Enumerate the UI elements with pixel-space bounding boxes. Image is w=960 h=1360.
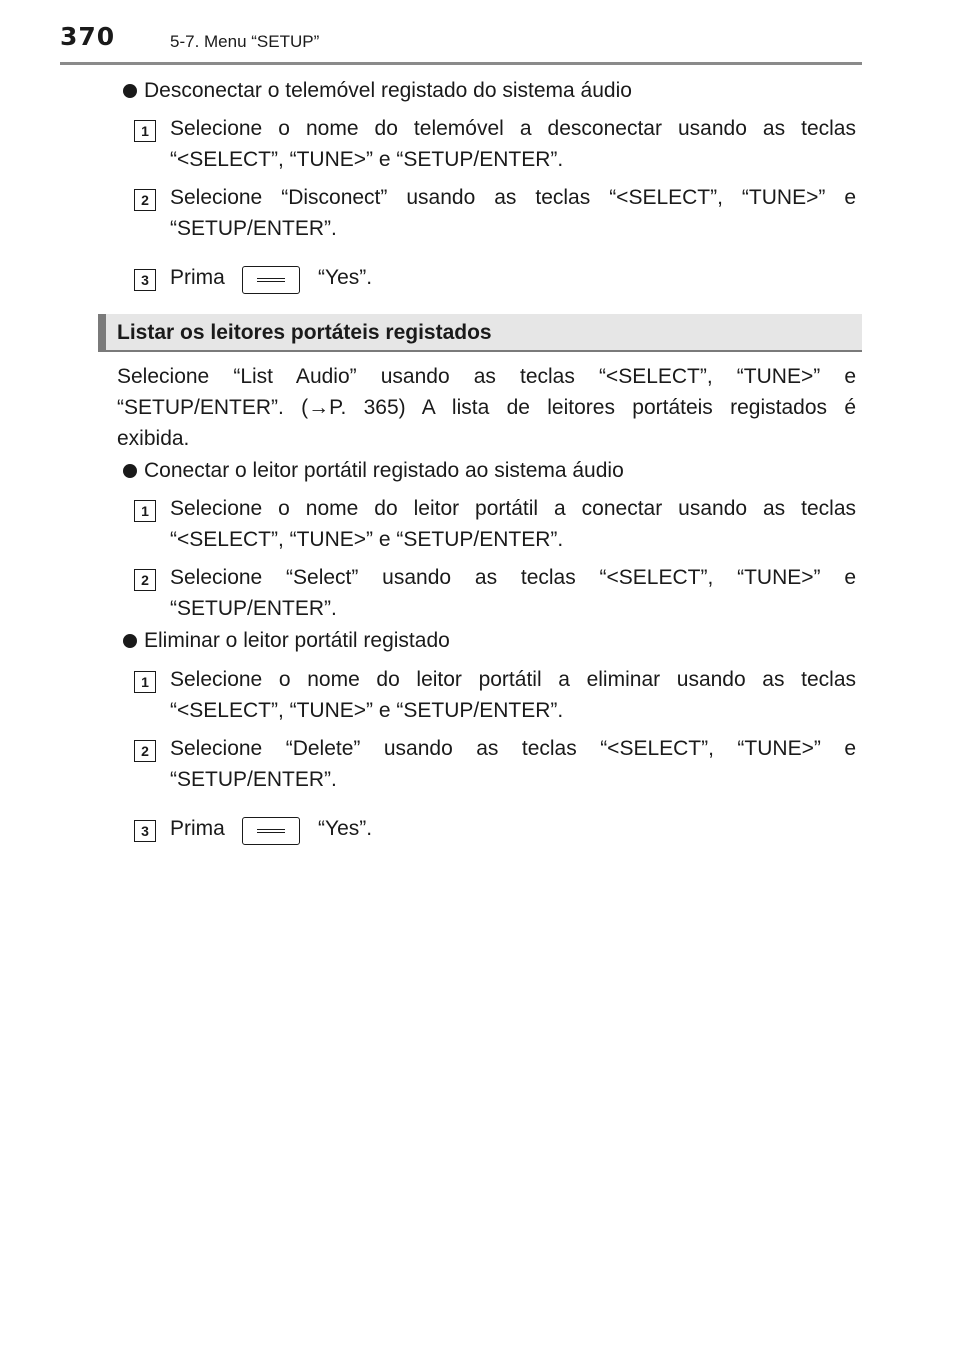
step-number-badge: 2 [134, 740, 156, 762]
back-button-icon [242, 817, 300, 845]
step-text: Selecione “Delete” usando as teclas “<SELECT”, “TUNE>” e [170, 737, 856, 760]
intro-text: Selecione “List Audio” usando as teclas “<SELECT”, “TUNE>” e [117, 365, 856, 388]
intro-text: exibida. [117, 427, 190, 450]
step-text: “SETUP/ENTER”. [170, 768, 337, 791]
step-text: Selecione “Select” usando as teclas “<SELECT”, “TUNE>” e [170, 566, 856, 589]
page-header [0, 0, 960, 64]
step-number-badge: 1 [134, 120, 156, 142]
step-text: “<SELECT”, “TUNE>” e “SETUP/ENTER”. [170, 148, 564, 171]
step-text: Selecione o nome do telemóvel a desconectar usando as teclas [170, 117, 856, 140]
bullet-heading: Eliminar o leitor portátil registado [144, 629, 450, 652]
bullet-heading: Desconectar o telemóvel registado do sistema áudio [144, 79, 632, 102]
step-number-badge: 1 [134, 500, 156, 522]
page-number: 370 [60, 22, 116, 51]
step-text: “SETUP/ENTER”. [170, 597, 337, 620]
section-heading: Listar os leitores portáteis registados [117, 321, 492, 344]
step-text: “Yes”. [318, 817, 373, 840]
step-text: Selecione “Disconect” usando as teclas “<SELECT”, “TUNE>” e [170, 186, 856, 209]
step-text: Selecione o nome do leitor portátil a eliminar usando as teclas [170, 668, 856, 691]
back-button-icon [242, 266, 300, 294]
section-title: 5-7. Menu “SETUP” [170, 32, 320, 51]
step-text: “Yes”. [318, 266, 373, 289]
step-text: “<SELECT”, “TUNE>” e “SETUP/ENTER”. [170, 699, 564, 722]
header-divider [60, 62, 862, 65]
step-number-badge: 3 [134, 269, 156, 291]
step-number-badge: 2 [134, 569, 156, 591]
bullet-icon [123, 464, 137, 478]
bullet-icon [123, 84, 137, 98]
step-number-badge: 3 [134, 820, 156, 842]
step-text: “<SELECT”, “TUNE>” e “SETUP/ENTER”. [170, 528, 564, 551]
step-text: Selecione o nome do leitor portátil a conectar usando as teclas [170, 497, 856, 520]
bullet-heading: Conectar o leitor portátil registado ao sistema áudio [144, 459, 624, 482]
step-text: “SETUP/ENTER”. [170, 217, 337, 240]
step-text: Prima [170, 266, 225, 289]
intro-text: “SETUP/ENTER”. (→P. 365) A lista de leitores portáteis registados é [117, 396, 856, 419]
step-number-badge: 1 [134, 671, 156, 693]
step-number-badge: 2 [134, 189, 156, 211]
section-band-marker [98, 314, 106, 352]
bullet-icon [123, 634, 137, 648]
step-text: Prima [170, 817, 225, 840]
section-band-rule [98, 350, 862, 352]
